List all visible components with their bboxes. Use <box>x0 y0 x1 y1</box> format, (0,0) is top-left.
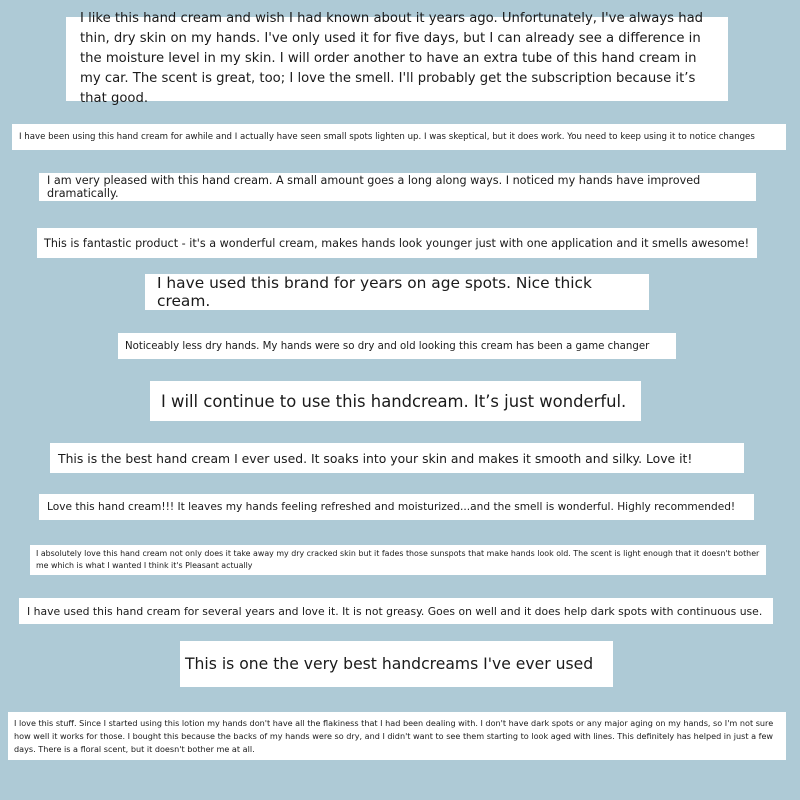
review-text: This is the best hand cream I ever used. It soaks into your skin and makes it smooth and silky. Love it! <box>58 450 693 466</box>
review-card <box>12 124 786 150</box>
review-text: This is one the very best handcreams I've ever used <box>185 655 594 673</box>
review-text: Noticeably less dry hands. My hands were so dry and old looking this cream has been a game changer <box>125 340 650 352</box>
review-text: I like this hand cream and wish I had known about it years ago. Unfortunately, I've always had thin, dry skin on my hands. I've only used it for five days, but I can already see a difference in the moisture level in my skin. I will order another to have an extra tube of this hand cream in my car. The scent is great, too; I love the smell. I'll probably get the subscription because it’s that good. <box>80 11 704 106</box>
review-text: I have been using this hand cream for awhile and I actually have seen small spots lighten up. I was skeptical, but it does work. You need to keep using it to notice changes <box>19 132 755 142</box>
review-text: I love this stuff. Since I started using this lotion my hands don't have all the flakiness that I had been dealing with. I don't have dark spots or any major aging on my hands, so I'm not sure how well it works for those. I bought this because the backs of my hands were so dry, and I didn't want to see them starting to look aged with lines. This definitely has helped in just a few days. There is a floral scent, but it doesn't bother me at all. <box>14 717 774 754</box>
review-text: I will continue to use this handcream. It’s just wonderful. <box>161 391 627 411</box>
review-card <box>19 598 773 624</box>
review-card <box>118 333 676 359</box>
review-card <box>39 494 754 520</box>
review-card <box>145 274 649 310</box>
review-text: I have used this hand cream for several years and love it. It is not greasy. Goes on well and it does help dark spots with continuous use. <box>27 604 763 618</box>
review-card <box>180 641 613 687</box>
review-text: I absolutely love this hand cream not only does it take away my dry cracked skin but it fades those sunspots that make hands look old. The scent is light enough that it doesn't bother me which is what I wanted I think it's Pleasant actually <box>36 549 760 570</box>
review-card <box>50 443 744 473</box>
review-text: Love this hand cream!!! It leaves my hands feeling refreshed and moisturized...and the smell is wonderful. Highly recommended! <box>47 501 736 513</box>
review-text: This is fantastic product - it's a wonderful cream, makes hands look younger just with one application and it smells awesome! <box>44 236 750 250</box>
review-card <box>8 712 786 760</box>
review-card <box>30 545 766 575</box>
review-card <box>39 173 756 201</box>
review-text: I have used this brand for years on age spots. Nice thick cream. <box>157 274 592 310</box>
review-text: I am very pleased with this hand cream. A small amount goes a long along ways. I noticed my hands have improved dramatically. <box>47 174 701 200</box>
review-card <box>150 381 641 421</box>
review-card <box>66 11 728 106</box>
review-card <box>37 228 757 258</box>
